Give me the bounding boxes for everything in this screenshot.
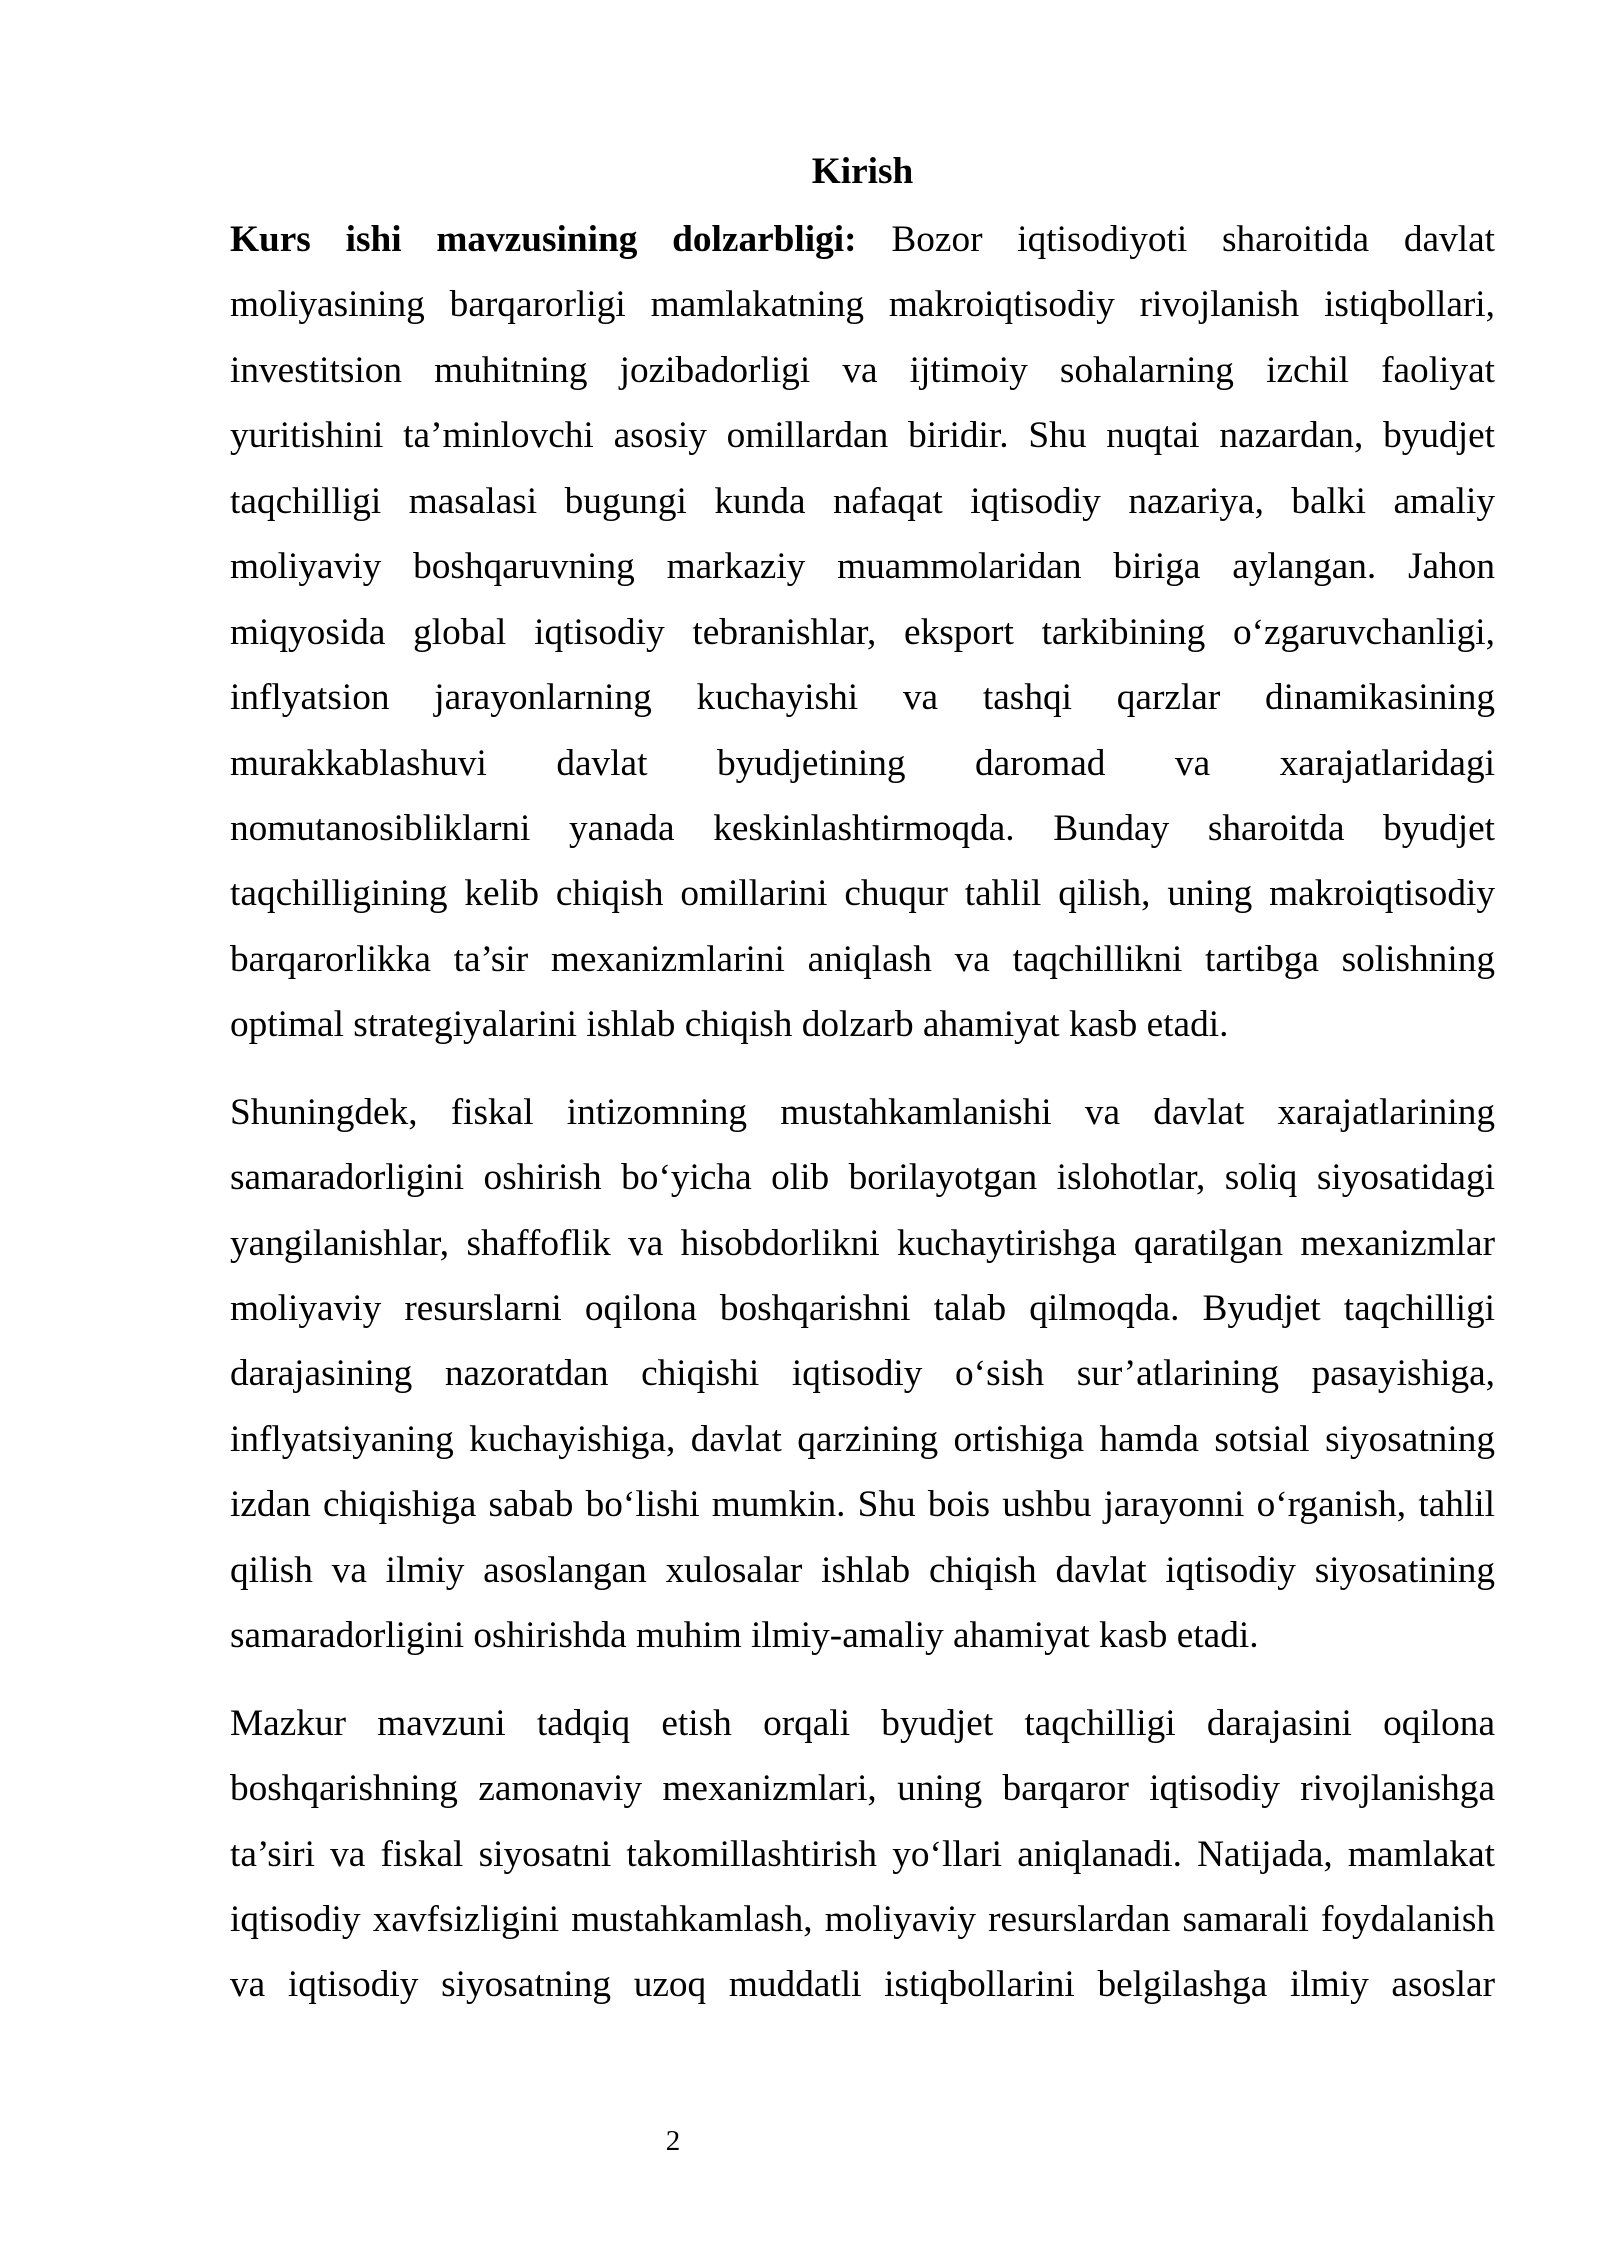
text-line: qilish va ilmiy asoslangan xulosalar ishlab chiqish davlat iqtisodiy siyosatining <box>230 1549 1495 1591</box>
document-body <box>230 207 1495 2040</box>
text-line: moliyaviy resurslarni oqilona boshqarishni talab qilmoqda. Byudjet taqchilligi <box>230 1288 1495 1329</box>
text-line: taqchilligi masalasi bugungi kunda nafaqat iqtisodiy nazariya, balki amaliy <box>230 480 1495 522</box>
text-line: darajasining nazoratdan chiqishi iqtisodiy o‘sish sur’atlarining pasayishiga, <box>230 1353 1495 1395</box>
text-line: murakkablashuvi davlat byudjetining daromad va xarajatlaridagi <box>230 742 1495 784</box>
text-line: inflyatsiyaning kuchayishiga, davlat qarzining ortishiga hamda sotsial siyosatning <box>230 1418 1495 1460</box>
page-title: Kirish <box>811 151 914 192</box>
paragraph-lead-heading: Kurs ishi mavzusining dolzarbligi: <box>230 219 857 260</box>
text-line: samaradorligini oshirish bo‘yicha olib borilayotgan islohotlar, soliq siyosatidagi <box>230 1157 1495 1199</box>
text-line: yuritishini ta’minlovchi asosiy omillardan biridir. Shu nuqtai nazardan, byudjet <box>230 415 1495 457</box>
text-line: optimal strategiyalarini ishlab chiqish dolzarb ahamiyat kasb etadi. <box>230 1004 1229 1046</box>
text-line: Shuningdek, fiskal intizomning mustahkamlanishi va davlat xarajatlarining <box>230 1091 1495 1133</box>
text-line: nomutanosibliklarni yanada keskinlashtirmoqda. Bunday sharoitda byudjet <box>230 807 1495 849</box>
text-line: investitsion muhitning jozibadorligi va ijtimoiy sohalarning izchil faoliyat <box>230 349 1495 391</box>
text-line: yangilanishlar, shaffoflik va hisobdorlikni kuchaytirishga qaratilgan mexanizmlar <box>230 1222 1495 1264</box>
text-line: samaradorligini oshirishda muhim ilmiy-amaliy ahamiyat kasb etadi. <box>230 1615 1259 1657</box>
text-line: izdan chiqishiga sabab bo‘lishi mumkin. Shu bois ushbu jarayonni o‘rganish, tahlil <box>230 1484 1495 1526</box>
text-line: ta’siri va fiskal siyosatni takomillashtirish yo‘llari aniqlanadi. Natijada, mamlakat <box>230 1833 1495 1875</box>
text-line: moliyasining barqarorligi mamlakatning makroiqtisodiy rivojlanish istiqbollari, <box>230 284 1495 326</box>
text-line: inflyatsion jarayonlarning kuchayishi va tashqi qarzlar dinamikasining <box>230 677 1495 719</box>
text-line: Mazkur mavzuni tadqiq etish orqali byudjet taqchilligi darajasini oqilona <box>230 1702 1495 1744</box>
text-line: iqtisodiy xavfsizligini mustahkamlash, moliyaviy resurslardan samarali foydalanish <box>230 1898 1495 1940</box>
paragraph-fiscal-discipline <box>230 1080 1495 1669</box>
paragraph-research-aim <box>230 1691 1495 2018</box>
paragraph-relevance <box>230 207 1495 1058</box>
text-line: taqchilligining kelib chiqish omillarini chuqur tahlil qilish, uning makroiqtisodiy <box>230 873 1495 915</box>
text-line <box>230 207 1495 272</box>
text-line: miqyosida global iqtisodiy tebranishlar, eksport tarkibining o‘zgaruvchanligi, <box>230 611 1495 653</box>
text-line: va iqtisodiy siyosatning uzoq muddatli istiqbollarini belgilashga ilmiy asoslar <box>230 1964 1495 2006</box>
text-line: boshqarishning zamonaviy mexanizmlari, uning barqaror iqtisodiy rivojlanishga <box>230 1768 1495 1810</box>
text-line: moliyaviy boshqaruvning markaziy muammolaridan biriga aylangan. Jahon <box>230 546 1495 588</box>
text-line-content: Bozor iqtisodiyoti sharoitida davlat <box>891 219 1495 260</box>
page-number: 2 <box>665 2125 681 2157</box>
text-line: barqarorlikka ta’sir mexanizmlarini aniqlash va taqchillikni tartibga solishning <box>230 938 1495 980</box>
